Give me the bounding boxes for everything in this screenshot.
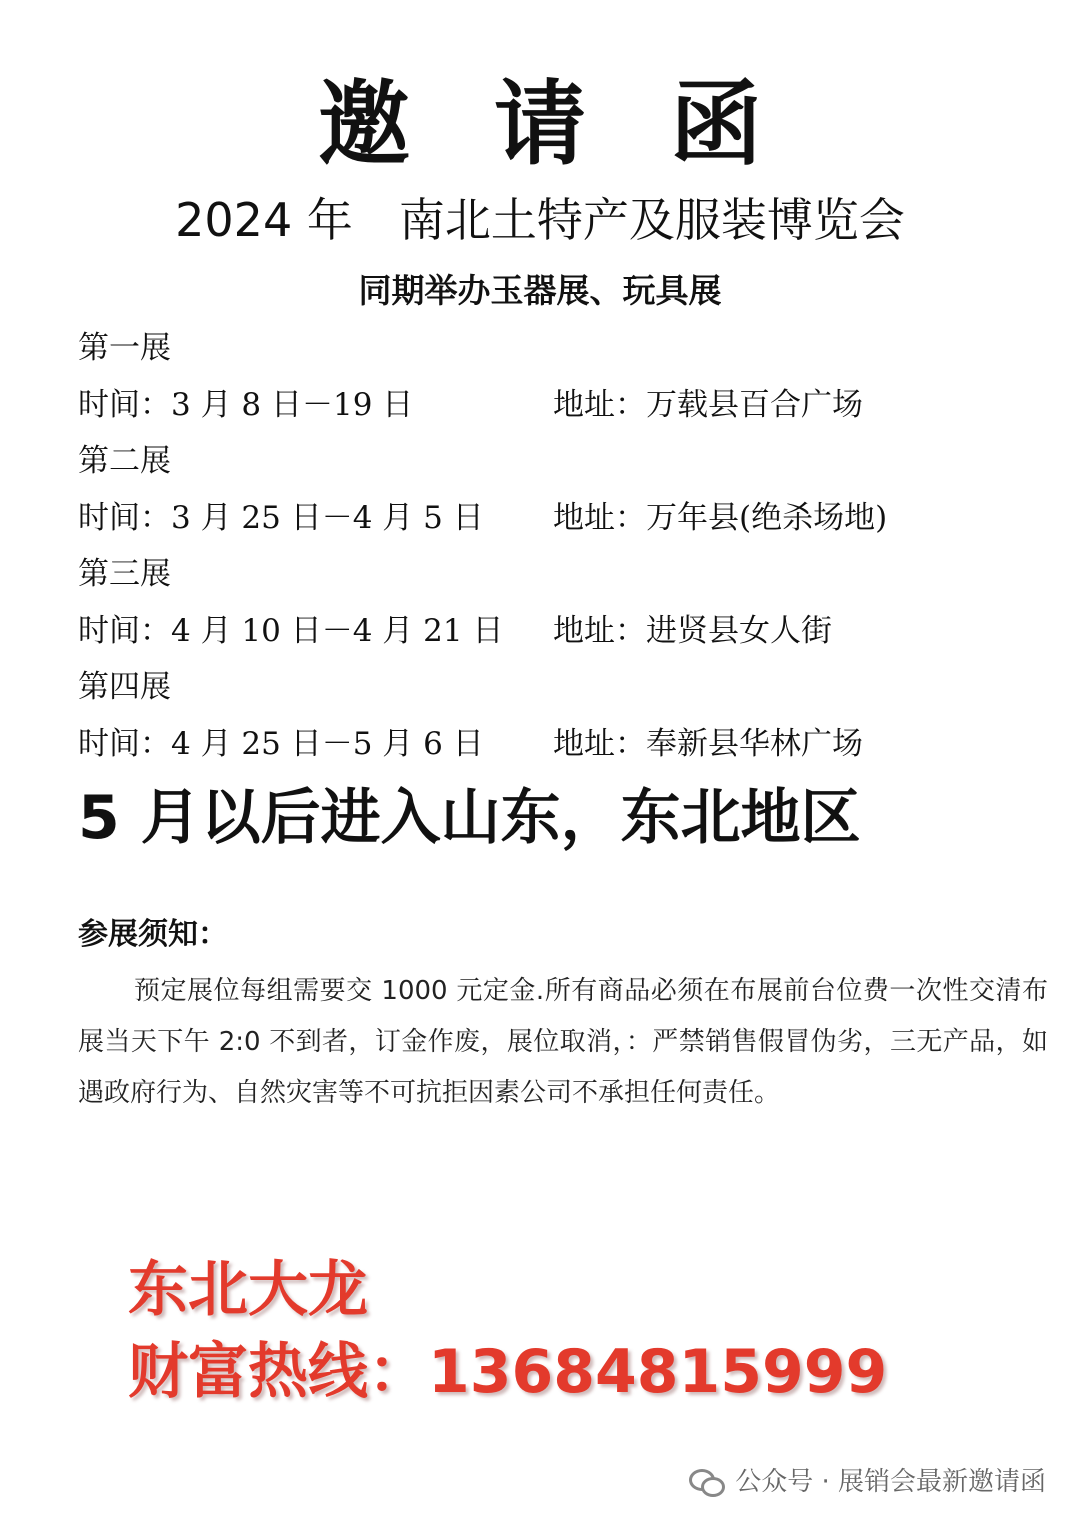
exhibition-3-name: 第三展 (78, 556, 171, 592)
wechat-icon (689, 1467, 725, 1497)
exhibition-2-address: 地址：万年县(绝杀场地) (553, 500, 888, 536)
exhibition-4-name: 第四展 (78, 669, 171, 705)
exhibition-3-time: 时间：4 月 10 日－4 月 21 日 (78, 613, 504, 649)
footer-text: 公众号 · 展销会最新邀请函 (735, 1467, 1046, 1497)
notice-heading: 参展须知： (78, 917, 228, 952)
notice-body: 预定展位每组需要交 1000 元定金.所有商品必须在布展前台位费一次性交清布展当天下午 2:0 不到者，订金作废，展位取消，：严禁销售假冒伪劣，三无产品，如遇政府行为、自然灾害等不可抗拒因素公司不承担任何责任。 (78, 976, 1048, 1108)
promo-hotline: 财富热线：13684815999 (128, 1337, 888, 1407)
exhibition-1-name: 第一展 (78, 330, 171, 366)
expo-subtitle (0, 190, 1080, 250)
next-region-announcement: 5 月以后进入山东，东北地区 (78, 783, 861, 853)
page-title: 邀请函 (317, 71, 846, 178)
exhibition-4-address: 地址：奉新县华林广场 (553, 726, 863, 762)
concurrent-exhibitions: 同期举办玉器展、玩具展 (358, 271, 722, 310)
footer-watermark (689, 1462, 1046, 1502)
expo-year: 2024 年 (175, 193, 353, 247)
promo-name: 东北大龙 (128, 1255, 368, 1325)
exhibition-1-time: 时间：3 月 8 日－19 日 (78, 387, 414, 423)
exhibition-2-time: 时间：3 月 25 日－4 月 5 日 (78, 500, 484, 536)
exhibition-2-name: 第二展 (78, 443, 171, 479)
exhibition-3-address: 地址：进贤县女人街 (553, 613, 832, 649)
exhibition-4-time: 时间：4 月 25 日－5 月 6 日 (78, 726, 484, 762)
expo-name: 南北土特产及服装博览会 (398, 193, 905, 247)
exhibition-1-address: 地址：万载县百合广场 (553, 387, 863, 423)
